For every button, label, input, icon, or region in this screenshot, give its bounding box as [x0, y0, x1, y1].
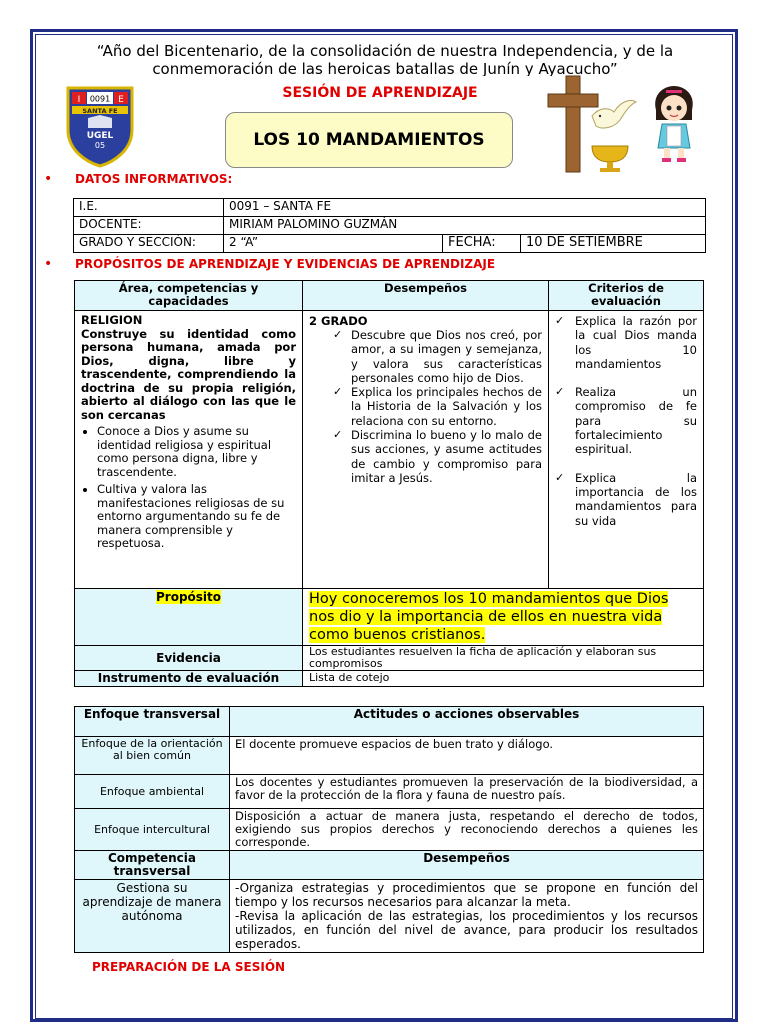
school-crest-icon — [64, 86, 136, 168]
datos-heading: DATOS INFORMATIVOS: — [75, 172, 233, 186]
fecha-label: FECHA: — [443, 235, 521, 253]
bullet-datos: • — [44, 171, 53, 187]
topic-title: LOS 10 MANDAMIENTOS — [253, 130, 485, 150]
criterio-item: ✓ Explica la importancia de los mandamientos para su vida — [549, 471, 697, 528]
ie-label: I.E. — [74, 199, 224, 217]
competencia-desempenos-cell — [230, 880, 704, 953]
enfoques-table — [74, 706, 704, 953]
desempeno-item: ✓ Descubre que Dios nos creó, por amor, a su imagen y semejanza, y valora sus características personales como hijo de Dios. — [309, 328, 542, 385]
criterio-item: ✓ Realiza un compromiso de fe para su fortalecimiento espiritual. — [549, 385, 697, 456]
student-girl-icon — [650, 84, 698, 164]
competencia-row — [75, 880, 704, 953]
proposito-text-cell — [303, 589, 704, 646]
evidencia-label: Evidencia — [75, 646, 303, 671]
topic-box — [225, 112, 513, 168]
propositos-header-row — [75, 281, 704, 311]
criterio-item: ✓ Explica la razón por la cual Dios manda los 10 mandamientos — [549, 314, 697, 371]
desempeno-item: ✓ Explica los principales hechos de la Historia de la Salvación y los relaciona con su entorno. — [309, 385, 542, 428]
proposito-text: Hoy conoceremos los 10 mandamientos que Dios nos dio y la importancia de ellos en nuestra vida como buenos cristianos. — [309, 591, 669, 643]
criterios-cell — [549, 311, 704, 589]
col-competencia-header: Competencia transversal — [75, 851, 230, 880]
proposito-row — [75, 589, 704, 646]
desempeno-item: ✓ Discrimina lo bueno y lo malo de sus acciones, y asume actitudes de cambio y compromiso para imitar a Jesús. — [309, 428, 542, 485]
criterios-list — [549, 314, 697, 528]
instrumento-text: Lista de cotejo — [303, 671, 704, 687]
col-desempenos-header: Desempeños — [303, 281, 549, 311]
propositos-table — [74, 280, 704, 687]
crest-name: SANTA FE — [82, 107, 118, 115]
capacidad-item: • Conoce a Dios y asume su identidad religiosa y espiritual como persona digna, libre y trascendente. — [97, 425, 296, 479]
competencia-line: -Organiza estrategias y procedimientos que se propone en función del tiempo y los recursos necesarios para alcanzar la meta. — [235, 881, 698, 909]
competencia-header-row — [75, 851, 704, 880]
enfoque-name: Enfoque intercultural — [75, 809, 230, 851]
preparacion-heading: PREPARACIÓN DE LA SESIÓN — [92, 960, 286, 974]
crest-letter-right: E — [118, 95, 124, 105]
evidencia-text: Los estudiantes resuelven la ficha de aplicación y elaboran sus compromisos — [303, 646, 704, 671]
datos-row-ie — [74, 199, 706, 217]
enfoque-name: Enfoque de la orientación al bien común — [75, 737, 230, 775]
crest-ugel: UGEL — [86, 131, 114, 141]
crest-ugel-number: 05 — [94, 141, 106, 150]
motto: “Año del Bicentenario, de la consolidación de nuestra Independencia, y de la conmemoración de las heroicas batallas de Junín y Ayacucho” — [96, 42, 674, 76]
enfoque-text: Disposición a actuar de manera justa, respetando el derecho de todos, exigiendo sus propios derechos y reconociendo derechos a quienes les corresponde. — [230, 809, 704, 851]
crest-number: 0091 — [89, 94, 111, 104]
propositos-content-row — [75, 311, 704, 589]
enfoques-header-row — [75, 707, 704, 737]
datos-row-docente — [74, 217, 706, 235]
col-area-header: Área, competencias y capacidades — [75, 281, 303, 311]
crest-letter-left: I — [77, 95, 81, 105]
desempenos-list — [309, 328, 542, 485]
datos-table — [73, 198, 706, 253]
enfoque-name: Enfoque ambiental — [75, 775, 230, 809]
competencia-name: Gestiona su aprendizaje de manera autónoma — [75, 880, 230, 953]
instrumento-row — [75, 671, 704, 687]
proposito-label-cell — [75, 589, 303, 646]
col-desempenos-transversal-header: Desempeños — [230, 851, 704, 880]
capacidades-list — [81, 425, 296, 551]
col-enfoque-header: Enfoque transversal — [75, 707, 230, 737]
ie-value: 0091 – SANTA FE — [224, 199, 706, 217]
enfoque-row — [75, 775, 704, 809]
col-criterios-header: Criterios de evaluación — [549, 281, 704, 311]
competencia-line: -Revisa la aplicación de las estrategias, los procedimientos y los recursos utilizados, en función del nivel de avance, para producir los resultados esperados. — [235, 909, 698, 951]
enfoque-row — [75, 809, 704, 851]
grado-label: 2 GRADO — [309, 314, 368, 328]
evidencia-row — [75, 646, 704, 671]
session-title: SESIÓN DE APRENDIZAJE — [282, 85, 478, 101]
fecha-value: 10 DE SETIEMBRE — [521, 235, 706, 253]
cross-dove-chalice-icon — [544, 72, 640, 176]
col-actitudes-header: Actitudes o acciones observables — [230, 707, 704, 737]
instrumento-label: Instrumento de evaluación — [75, 671, 303, 687]
docente-label: DOCENTE: — [74, 217, 224, 235]
competencia-text: Construye su identidad como persona humana, amada por Dios, digna, libre y trascendente, comprendiendo la doctrina de su propia religión, abierto al diálogo con las que le son cercanas — [81, 326, 296, 422]
grado-label: GRADO Y SECCIÓN: — [74, 235, 224, 253]
desempenos-cell — [303, 311, 549, 589]
enfoque-text: El docente promueve espacios de buen trato y diálogo. — [230, 737, 704, 775]
enfoque-row — [75, 737, 704, 775]
area-cell — [75, 311, 303, 589]
capacidad-item: • Cultiva y valora las manifestaciones religiosas de su entorno argumentando su fe de manera comprensible y respetuosa. — [97, 483, 296, 551]
grado-value: 2 “A” — [224, 235, 443, 253]
propositos-heading: PROPÓSITOS DE APRENDIZAJE Y EVIDENCIAS DE APRENDIZAJE — [75, 257, 496, 271]
proposito-label: Propósito — [155, 590, 222, 604]
datos-row-grado — [74, 235, 706, 253]
docente-value: MIRIAM PALOMINO GUZMÁN — [224, 217, 706, 235]
area-name: RELIGION — [81, 313, 143, 327]
bullet-propositos: • — [44, 256, 53, 272]
enfoque-text: Los docentes y estudiantes promueven la preservación de la biodiversidad, a favor de la protección de la flora y fauna de nuestro país. — [230, 775, 704, 809]
